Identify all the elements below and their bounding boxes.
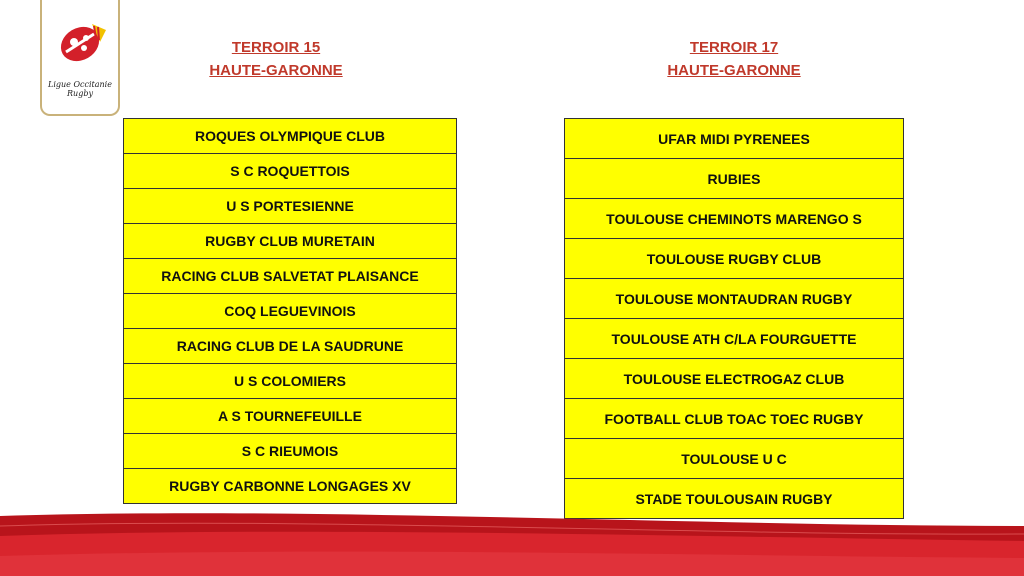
red-swoosh-decoration <box>0 496 1024 576</box>
table-row <box>565 439 904 479</box>
table-row <box>565 359 904 399</box>
club-cell: RUBIES <box>565 159 904 199</box>
club-cell: S C ROQUETTOIS <box>124 154 457 189</box>
club-cell: RACING CLUB DE LA SAUDRUNE <box>124 329 457 364</box>
table-row <box>124 329 457 364</box>
club-cell: RACING CLUB SALVETAT PLAISANCE <box>124 259 457 294</box>
club-cell: FOOTBALL CLUB TOAC TOEC RUGBY <box>565 399 904 439</box>
table-row <box>124 259 457 294</box>
table-row <box>124 154 457 189</box>
league-logo <box>40 0 120 116</box>
club-cell: A S TOURNEFEUILLE <box>124 399 457 434</box>
left-subtitle: HAUTE-GARONNE <box>209 62 343 79</box>
club-cell: TOULOUSE MONTAUDRAN RUGBY <box>565 279 904 319</box>
table-row <box>124 119 457 154</box>
table-row <box>124 399 457 434</box>
club-cell: TOULOUSE ELECTROGAZ CLUB <box>565 359 904 399</box>
left-title: TERROIR 15 <box>231 39 321 56</box>
rugby-ball-icon <box>42 0 122 80</box>
table-row <box>124 189 457 224</box>
club-cell: RUGBY CARBONNE LONGAGES XV <box>124 469 457 504</box>
table-row <box>565 159 904 199</box>
table-row <box>565 279 904 319</box>
right-title: TERROIR 17 <box>689 39 779 56</box>
table-row <box>124 294 457 329</box>
club-cell: TOULOUSE RUGBY CLUB <box>565 239 904 279</box>
table-row <box>124 224 457 259</box>
table-row <box>124 364 457 399</box>
club-cell: RUGBY CLUB MURETAIN <box>124 224 457 259</box>
table-row <box>565 119 904 159</box>
right-subtitle: HAUTE-GARONNE <box>667 62 801 79</box>
club-cell: U S COLOMIERS <box>124 364 457 399</box>
club-cell: U S PORTESIENNE <box>124 189 457 224</box>
club-cell: COQ LEGUEVINOIS <box>124 294 457 329</box>
table-row <box>565 239 904 279</box>
table-row <box>565 319 904 359</box>
left-heading <box>166 36 386 82</box>
right-clubs-table <box>564 118 904 519</box>
right-heading <box>624 36 844 82</box>
table-row <box>124 434 457 469</box>
club-cell: ROQUES OLYMPIQUE CLUB <box>124 119 457 154</box>
logo-text: Ligue Occitanie Rugby <box>48 80 112 98</box>
club-cell: STADE TOULOUSAIN RUGBY <box>565 479 904 519</box>
club-cell: UFAR MIDI PYRENEES <box>565 119 904 159</box>
table-row <box>565 199 904 239</box>
club-cell: TOULOUSE U C <box>565 439 904 479</box>
left-clubs-table <box>123 118 457 504</box>
table-row <box>565 399 904 439</box>
club-cell: S C RIEUMOIS <box>124 434 457 469</box>
club-cell: TOULOUSE CHEMINOTS MARENGO S <box>565 199 904 239</box>
club-cell: TOULOUSE ATH C/LA FOURGUETTE <box>565 319 904 359</box>
